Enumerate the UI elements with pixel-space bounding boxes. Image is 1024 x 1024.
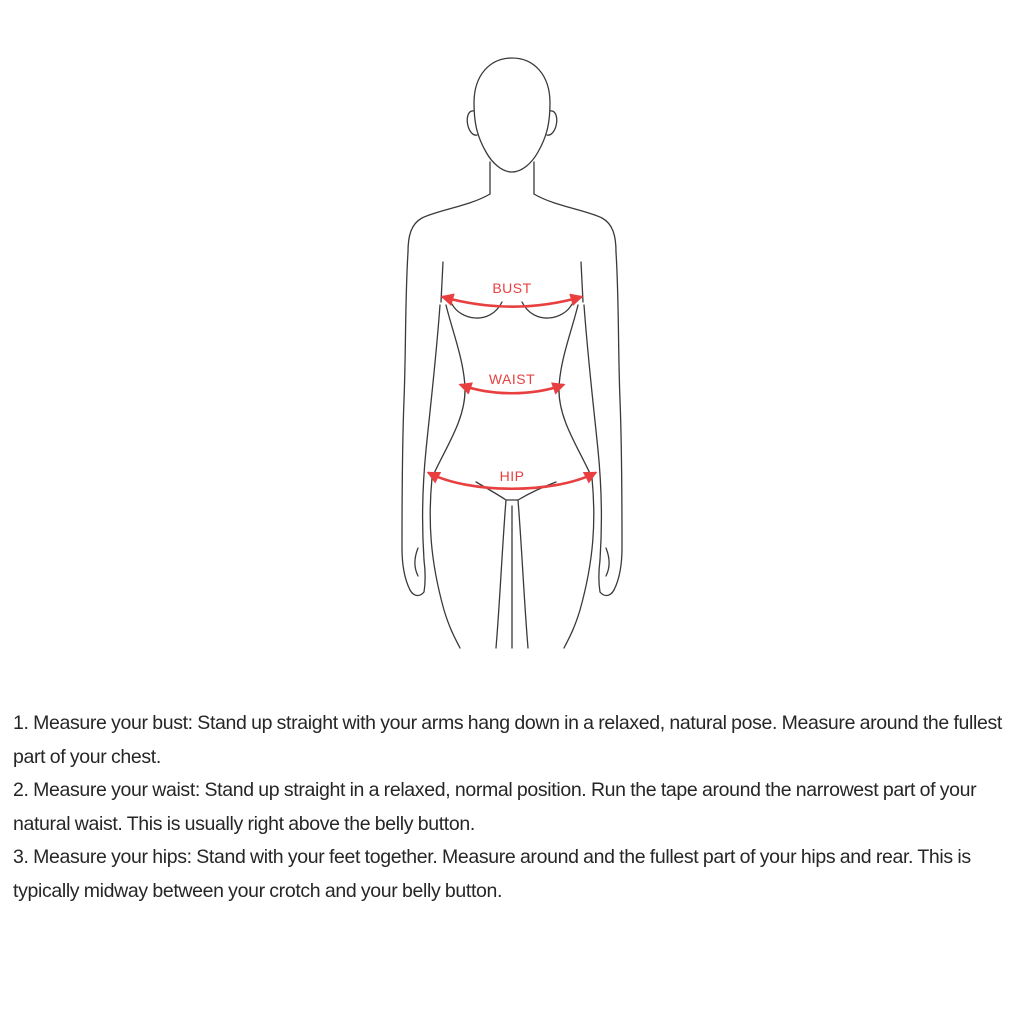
left-torso-side	[432, 305, 465, 478]
instruction-waist: 2. Measure your waist: Stand up straight in a relaxed, normal position. Run the tape around the narrowest part of your natural waist. This is usually right above the belly button.	[13, 779, 977, 835]
instruction-hips: 3. Measure your hips: Stand with your feet together. Measure around and the fullest part of your hips and rear. This is typically midway between your crotch and your belly button.	[13, 846, 971, 902]
measurement-tapes	[429, 280, 595, 489]
right-arm-inner	[584, 305, 601, 560]
right-torso-side	[559, 305, 592, 478]
right-leg-inner	[518, 500, 528, 648]
right-shoulder	[534, 194, 616, 252]
right-thumb	[606, 548, 609, 576]
body-silhouette	[402, 58, 622, 648]
instruction-bust: 1. Measure your bust: Stand up straight with your arms hang down in a relaxed, natural pose. Measure around the fullest part of your chest.	[13, 712, 1002, 768]
head-outline	[474, 58, 550, 172]
right-hand	[599, 560, 614, 596]
left-shoulder	[408, 194, 490, 252]
left-leg-outer	[430, 478, 460, 648]
left-thumb	[415, 548, 418, 576]
bust-tape	[443, 297, 581, 307]
right-leg-outer	[564, 478, 594, 648]
waist-label: WAIST	[488, 371, 536, 387]
left-hand	[410, 560, 425, 596]
left-leg-inner	[496, 500, 506, 648]
crotch-line	[476, 482, 556, 500]
bust-label: BUST	[492, 280, 532, 296]
left-arm-outer	[402, 252, 410, 590]
left-arm-inner	[423, 305, 440, 560]
measurement-instructions	[13, 707, 1021, 908]
hip-label: HIP	[499, 468, 525, 484]
right-arm-outer	[614, 252, 622, 590]
